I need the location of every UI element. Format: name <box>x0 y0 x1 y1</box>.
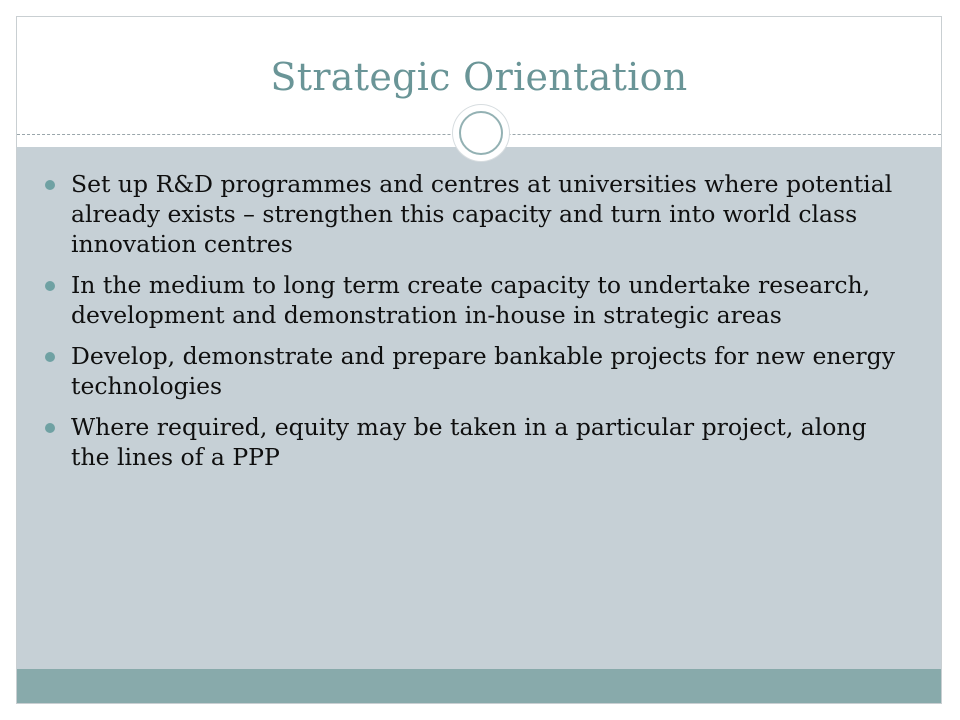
bullet-item <box>45 169 905 259</box>
bullet-dot-icon <box>45 423 55 433</box>
circle-ornament-inner <box>459 111 503 155</box>
circle-ornament-icon <box>453 105 509 161</box>
slide-title: Strategic Orientation <box>270 55 688 99</box>
bullet-text: Set up R&D programmes and centres at universities where potential already exists – strengthen this capacity and turn into world class innovation centres <box>71 170 893 258</box>
footer-band <box>17 669 941 703</box>
bullet-text: In the medium to long term create capacity to undertake research, development and demonstration in-house in strategic areas <box>71 271 871 329</box>
bullet-item <box>45 341 905 401</box>
bullet-text: Where required, equity may be taken in a particular project, along the lines of a PPP <box>71 413 867 471</box>
bullet-item <box>45 412 905 472</box>
slide-frame <box>16 16 942 704</box>
bullet-text: Develop, demonstrate and prepare bankable projects for new energy technologies <box>71 342 895 400</box>
bullet-dot-icon <box>45 281 55 291</box>
bullet-item <box>45 270 905 330</box>
bullet-list <box>45 169 905 483</box>
bullet-dot-icon <box>45 352 55 362</box>
bullet-dot-icon <box>45 180 55 190</box>
